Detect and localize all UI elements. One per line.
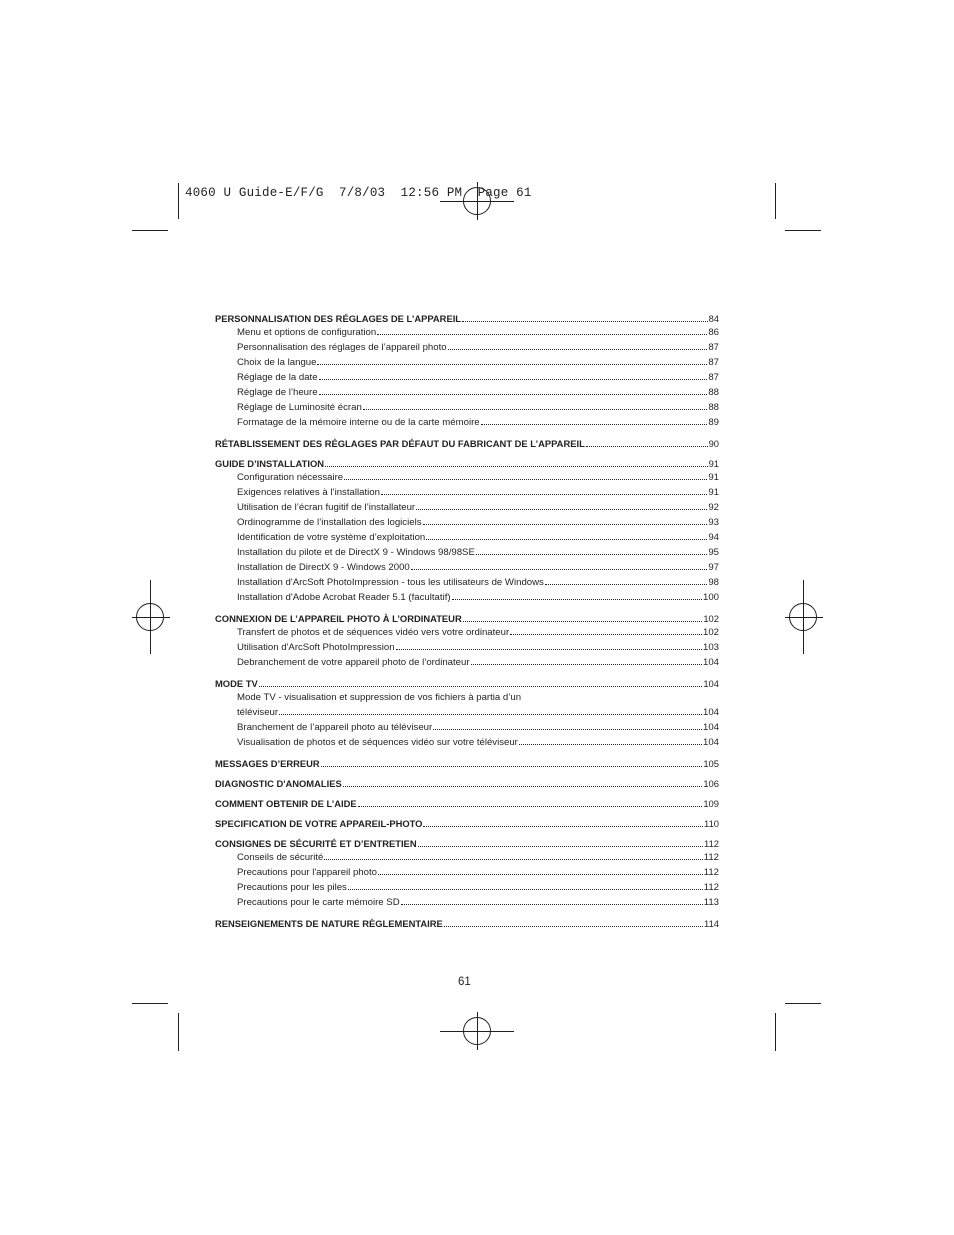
toc-entry-page: 112 (704, 838, 719, 849)
toc-subsection-entry (215, 705, 719, 720)
dot-leader (519, 744, 702, 745)
toc-entry-page: 95 (708, 547, 719, 558)
toc-subsection-entry (215, 625, 719, 640)
dot-leader (418, 846, 703, 847)
dot-leader (381, 494, 707, 495)
toc-entry-title: Precautions pour les piles (237, 882, 347, 893)
toc-entry-title: Exigences relatives à l’installation (237, 487, 380, 498)
toc-section-entry (215, 818, 719, 830)
dot-leader (545, 584, 707, 585)
dot-leader (462, 321, 708, 322)
dot-leader (401, 904, 703, 905)
toc-subsection-entry (215, 865, 719, 880)
toc-section-entry (215, 918, 719, 930)
toc-entry-title: Precautions pour le carte mémoire SD (237, 897, 400, 908)
toc-subsection-entry (215, 720, 719, 735)
toc-entry-page: 102 (703, 613, 719, 624)
toc-entry-page: 91 (708, 472, 719, 483)
toc-entry-page: 102 (702, 627, 719, 638)
toc-entry-title: RENSEIGNEMENTS DE NATURE RÈGLEMENTAIRE (215, 918, 443, 929)
dot-leader (471, 664, 702, 665)
toc-section-entry (215, 838, 719, 850)
toc-subsection-entry (215, 545, 719, 560)
toc-entry-title: Installation d'Adobe Acrobat Reader 5.1 (facultatif) (237, 592, 451, 603)
toc-section-entry (215, 458, 719, 470)
dot-leader (363, 409, 708, 410)
toc-subsection-entry (215, 880, 719, 895)
toc-subsection-entry (215, 500, 719, 515)
toc-entry-page: 91 (708, 458, 719, 469)
toc-entry-page: 91 (708, 487, 719, 498)
toc-subsection-entry (215, 340, 719, 355)
toc-entry-page: 84 (708, 313, 719, 324)
toc-entry-page: 104 (702, 722, 719, 733)
toc-entry-page: 113 (703, 897, 719, 908)
toc-entry-title: Mode TV - visualisation et suppression de vos fichiers à partia d’un (237, 692, 522, 703)
dot-leader (325, 466, 708, 467)
toc-entry-page: 98 (708, 577, 719, 588)
dot-leader (423, 826, 703, 827)
dot-leader (259, 686, 703, 687)
toc-entry-page: 104 (702, 737, 719, 748)
toc-subsection-entry (215, 400, 719, 415)
dot-leader (343, 786, 703, 787)
toc-entry-title: Branchement de l’appareil photo au téléviseur (237, 722, 433, 733)
toc-entry-page: 93 (708, 517, 719, 528)
toc-entry-title: Réglage de la date (237, 372, 318, 383)
toc-entry-title: Ordinogramme de l’installation des logiciels (237, 517, 422, 528)
toc-subsection-entry (215, 515, 719, 530)
toc-entry-page: 100 (702, 592, 719, 603)
toc-entry-title: MESSAGES D’ERREUR (215, 758, 320, 769)
dot-leader (452, 599, 702, 600)
toc-entry-page: 90 (708, 438, 719, 449)
toc-entry-page: 103 (702, 642, 719, 653)
toc-subsection-entry (215, 560, 719, 575)
toc-entry-title: Debranchement de votre appareil photo de l’ordinateur (237, 657, 470, 668)
toc-entry-page: 104 (703, 678, 719, 689)
toc-entry-title: Identification de votre système d’exploitation (237, 532, 426, 543)
toc-entry-title: CONNEXION DE L’APPAREIL PHOTO À L’ORDINATEUR (215, 613, 462, 624)
toc-subsection-entry (215, 370, 719, 385)
toc-entry-title: Formatage de la mémoire interne ou de la carte mémoire (237, 417, 480, 428)
toc-subsection-entry (215, 470, 719, 485)
crop-mark (178, 183, 179, 219)
toc-entry-title: PERSONNALISATION DES RÉGLAGES DE L’APPAREIL (215, 313, 462, 324)
toc-subsection-entry (215, 530, 719, 545)
dot-leader (319, 394, 708, 395)
dot-leader (377, 334, 707, 335)
dot-leader (481, 424, 708, 425)
toc-entry-page: 88 (708, 402, 719, 413)
crop-mark (775, 1013, 776, 1051)
crop-mark (178, 1013, 179, 1051)
toc-entry-page: 92 (708, 502, 719, 513)
dot-leader (321, 766, 703, 767)
toc-entry-title: Utilisation d'ArcSoft PhotoImpression (237, 642, 395, 653)
dot-leader (510, 634, 702, 635)
toc-entry-title: Choix de la langue (237, 357, 317, 368)
toc-entry-page: 94 (708, 532, 719, 543)
toc-section-entry (215, 798, 719, 810)
crop-mark (785, 230, 821, 231)
dot-leader (319, 379, 708, 380)
toc-entry-page: 89 (708, 417, 719, 428)
toc-entry-title: Menu et options de configuration (237, 327, 377, 338)
dot-leader (411, 569, 708, 570)
toc-entry-page: 112 (703, 867, 719, 878)
toc-section-entry (215, 313, 719, 325)
toc-entry-page: 87 (708, 342, 719, 353)
toc-entry-title: Transfert de photos et de séquences vidéo vers votre ordinateur (237, 627, 510, 638)
toc-subsection-entry (215, 385, 719, 400)
toc-entry-title: Utilisation de l’écran fugitif de l’installateur (237, 502, 416, 513)
dot-leader (279, 714, 702, 715)
registration-circle-icon (789, 603, 817, 631)
toc-section-entry (215, 613, 719, 625)
toc-entry-title: Installation du pilote et de DirectX 9 - Windows 98/98SE (237, 547, 475, 558)
toc-subsection-entry (215, 325, 719, 340)
toc-entry-page: 106 (703, 778, 719, 789)
toc-entry-title: Réglage de l’heure (237, 387, 318, 398)
dot-leader (344, 479, 707, 480)
toc-section-entry (215, 758, 719, 770)
table-of-contents (215, 313, 719, 930)
toc-entry-title: Installation de DirectX 9 - Windows 2000 (237, 562, 410, 573)
dot-leader (416, 509, 707, 510)
toc-entry-page: 88 (708, 387, 719, 398)
dot-leader (378, 874, 703, 875)
crop-mark (785, 1003, 821, 1004)
toc-subsection-entry (215, 590, 719, 605)
toc-entry-page: 87 (708, 357, 719, 368)
dot-leader (586, 446, 708, 447)
dot-leader (396, 649, 702, 650)
toc-subsection-entry (215, 690, 719, 705)
toc-entry-title: Visualisation de photos et de séquences vidéo sur votre téléviseur (237, 737, 518, 748)
dot-leader (448, 349, 708, 350)
toc-entry-title: SPECIFICATION DE VOTRE APPAREIL-PHOTO (215, 818, 423, 829)
dot-leader (476, 554, 707, 555)
dot-leader (433, 729, 702, 730)
toc-subsection-entry (215, 355, 719, 370)
toc-entry-page: 104 (702, 657, 719, 668)
dot-leader (358, 806, 703, 807)
toc-entry-title: RÉTABLISSEMENT DES RÉGLAGES PAR DÉFAUT DU FABRICANT DE L’APPAREIL (215, 438, 585, 449)
toc-subsection-entry (215, 895, 719, 910)
registration-circle-icon (136, 603, 164, 631)
toc-entry-page: 112 (703, 882, 719, 893)
toc-entry-title: Réglage de Luminosité écran (237, 402, 362, 413)
crop-mark (132, 230, 168, 231)
toc-subsection-entry (215, 655, 719, 670)
dot-leader (348, 889, 703, 890)
toc-entry-page: 112 (703, 852, 719, 863)
toc-entry-title: CONSIGNES DE SÉCURITÉ ET D’ENTRETIEN (215, 838, 417, 849)
toc-entry-page: 105 (703, 758, 719, 769)
toc-entry-title: GUIDE D’INSTALLATION (215, 458, 325, 469)
toc-entry-page: 104 (702, 707, 719, 718)
toc-entry-title: Installation d'ArcSoft PhotoImpression - tous les utilisateurs de Windows (237, 577, 544, 588)
toc-entry-page: 110 (704, 818, 719, 829)
dot-leader (423, 524, 708, 525)
toc-subsection-entry (215, 415, 719, 430)
toc-entry-title: COMMENT OBTENIR DE L’AIDE (215, 798, 357, 809)
dot-leader (324, 859, 702, 860)
dot-leader (444, 926, 703, 927)
dot-leader (317, 364, 707, 365)
toc-section-entry (215, 678, 719, 690)
page-number: 61 (458, 976, 471, 988)
print-slug-header: 4060 U Guide-E/F/G 7/8/03 12:56 PM Page 61 (185, 186, 532, 200)
toc-entry-title: Precautions pour l'appareil photo (237, 867, 377, 878)
toc-subsection-entry (215, 575, 719, 590)
toc-entry-title: MODE TV (215, 678, 258, 689)
toc-entry-title: Personnalisation des réglages de l’appareil photo (237, 342, 447, 353)
toc-subsection-entry (215, 640, 719, 655)
toc-section-entry (215, 778, 719, 790)
toc-entry-page: 86 (708, 327, 719, 338)
toc-subsection-entry (215, 735, 719, 750)
dot-leader (463, 621, 703, 622)
toc-entry-title: DIAGNOSTIC D'ANOMALIES (215, 778, 342, 789)
toc-entry-title: Configuration nécessaire (237, 472, 344, 483)
toc-section-entry (215, 438, 719, 450)
toc-entry-page: 87 (708, 372, 719, 383)
registration-circle-icon (463, 1017, 491, 1045)
toc-entry-title: téléviseur (237, 707, 279, 718)
toc-entry-title: Conseils de sécurité (237, 852, 324, 863)
toc-entry-page: 97 (708, 562, 719, 573)
toc-subsection-entry (215, 850, 719, 865)
dot-leader (426, 539, 707, 540)
toc-entry-page: 109 (703, 798, 719, 809)
toc-entry-page: 114 (704, 918, 719, 929)
toc-subsection-entry (215, 485, 719, 500)
crop-mark (775, 183, 776, 219)
crop-mark (132, 1003, 168, 1004)
